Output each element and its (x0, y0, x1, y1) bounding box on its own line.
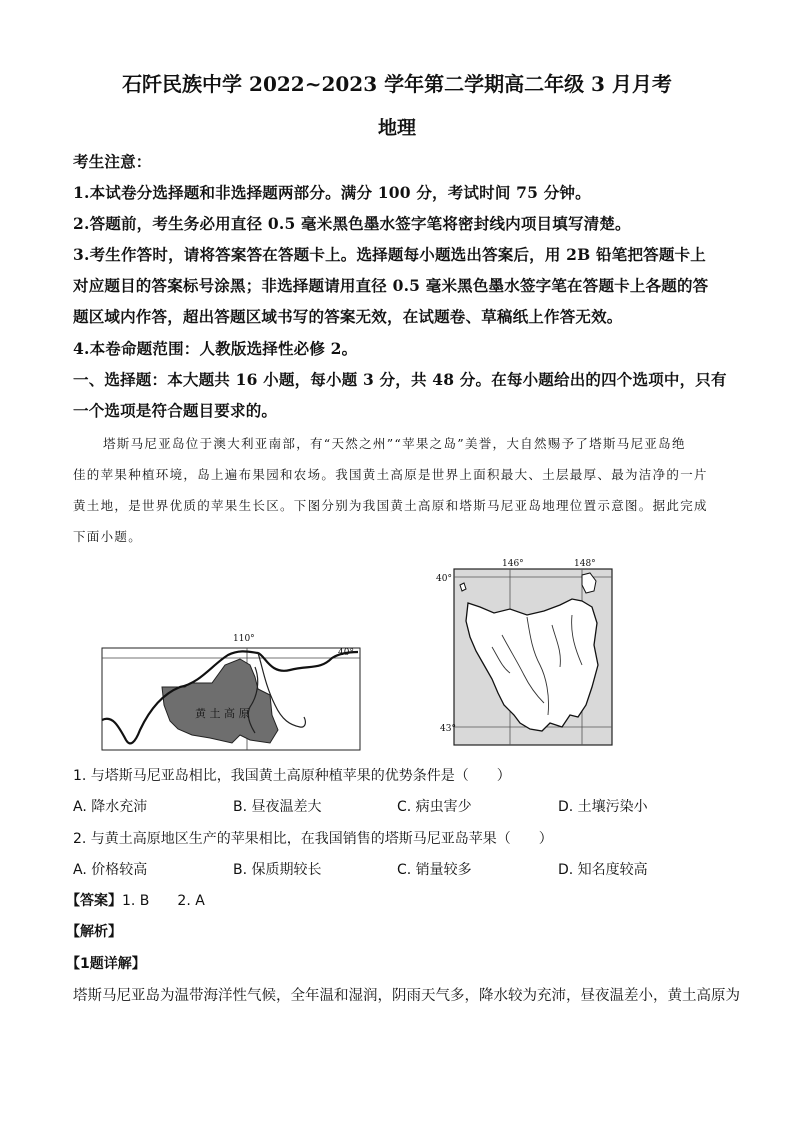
exam-title: 石阡民族中学 2022~2023 学年第二学期高二年级 3 月月考 (122, 72, 672, 96)
passage-line: 塔斯马尼亚岛位于澳大利亚南部，有“天然之州”“苹果之岛”美誉，大自然赐予了塔斯马尼亚岛绝 (103, 436, 686, 451)
detail-tag: 【1题详解】 (66, 956, 146, 972)
longitude-label-148: 148° (574, 559, 596, 569)
notice-item: 4.本卷命题范围：人教版选择性必修 2。 (73, 339, 358, 358)
option-b[interactable]: B. 昼夜温差大 (233, 799, 322, 815)
option-b[interactable]: B. 保质期较长 (233, 862, 322, 878)
latitude-label-43: 43° (440, 724, 456, 734)
notice-item: 对应题目的答案标号涂黑；非选择题请用直径 0.5 毫米黑色墨水签字笔在答题卡上各题的答 (73, 276, 709, 295)
notice-item: 3.考生作答时，请将答案答在答题卡上。选择题每小题选出答案后，用 2B 铅笔把答题卡上 (73, 245, 706, 264)
analysis-text: 塔斯马尼亚岛为温带海洋性气候，全年温和湿润，阴雨天气多，降水较为充沛，昼夜温差小，黄土高原为 (73, 988, 740, 1004)
option-a[interactable]: A. 价格较高 (73, 862, 148, 878)
option-c[interactable]: C. 病虫害少 (397, 799, 472, 815)
section-heading: 一、选择题：本大题共 16 小题，每小题 3 分，共 48 分。在每小题给出的四个选项中，只有 (73, 370, 727, 389)
latitude-label: 40° (338, 648, 354, 658)
notice-item: 题区域内作答，超出答题区域书写的答案无效，在试题卷、草稿纸上作答无效。 (73, 307, 623, 326)
option-a[interactable]: A. 降水充沛 (73, 799, 148, 815)
section-heading-cont: 一个选项是符合题目要求的。 (73, 401, 278, 420)
latitude-label-40: 40° (436, 574, 452, 584)
analysis-tag: 【解析】 (66, 924, 122, 940)
notice-heading: 考生注意： (73, 152, 152, 171)
question-stem: 2. 与黄土高原地区生产的苹果相比，在我国销售的塔斯马尼亚岛苹果（ ） (73, 831, 553, 847)
longitude-label: 110° (233, 634, 255, 644)
tasmania-map (432, 555, 622, 750)
passage-line: 黄土地，是世界优质的苹果生长区。下图分别为我国黄土高原和塔斯马尼亚岛地理位置示意图。据此完成 (73, 498, 708, 513)
region-label: 黄 土 高 原 (195, 707, 250, 720)
longitude-label-146: 146° (502, 559, 524, 569)
subject-title: 地理 (377, 117, 416, 139)
question-stem: 1. 与塔斯马尼亚岛相比，我国黄土高原种植苹果的优势条件是（ ） (73, 768, 511, 784)
loess-plateau-map (100, 625, 365, 755)
option-c[interactable]: C. 销量较多 (397, 862, 472, 878)
answer-line (66, 890, 205, 910)
passage-line: 佳的苹果种植环境，岛上遍布果园和农场。我国黄土高原是世界上面积最大、土层最厚、最为洁净的一片 (73, 467, 708, 482)
notice-item: 2.答题前，考生务必用直径 0.5 毫米黑色墨水签字笔将密封线内项目填写清楚。 (73, 214, 631, 233)
option-d[interactable]: D. 土壤污染小 (558, 799, 648, 815)
passage-line: 下面小题。 (73, 529, 143, 544)
answer-tag: 【答案】 (66, 893, 122, 909)
answer-text: 1. B 2. A (122, 893, 205, 909)
notice-item: 1.本试卷分选择题和非选择题两部分。满分 100 分，考试时间 75 分钟。 (73, 183, 591, 202)
option-d[interactable]: D. 知名度较高 (558, 862, 648, 878)
